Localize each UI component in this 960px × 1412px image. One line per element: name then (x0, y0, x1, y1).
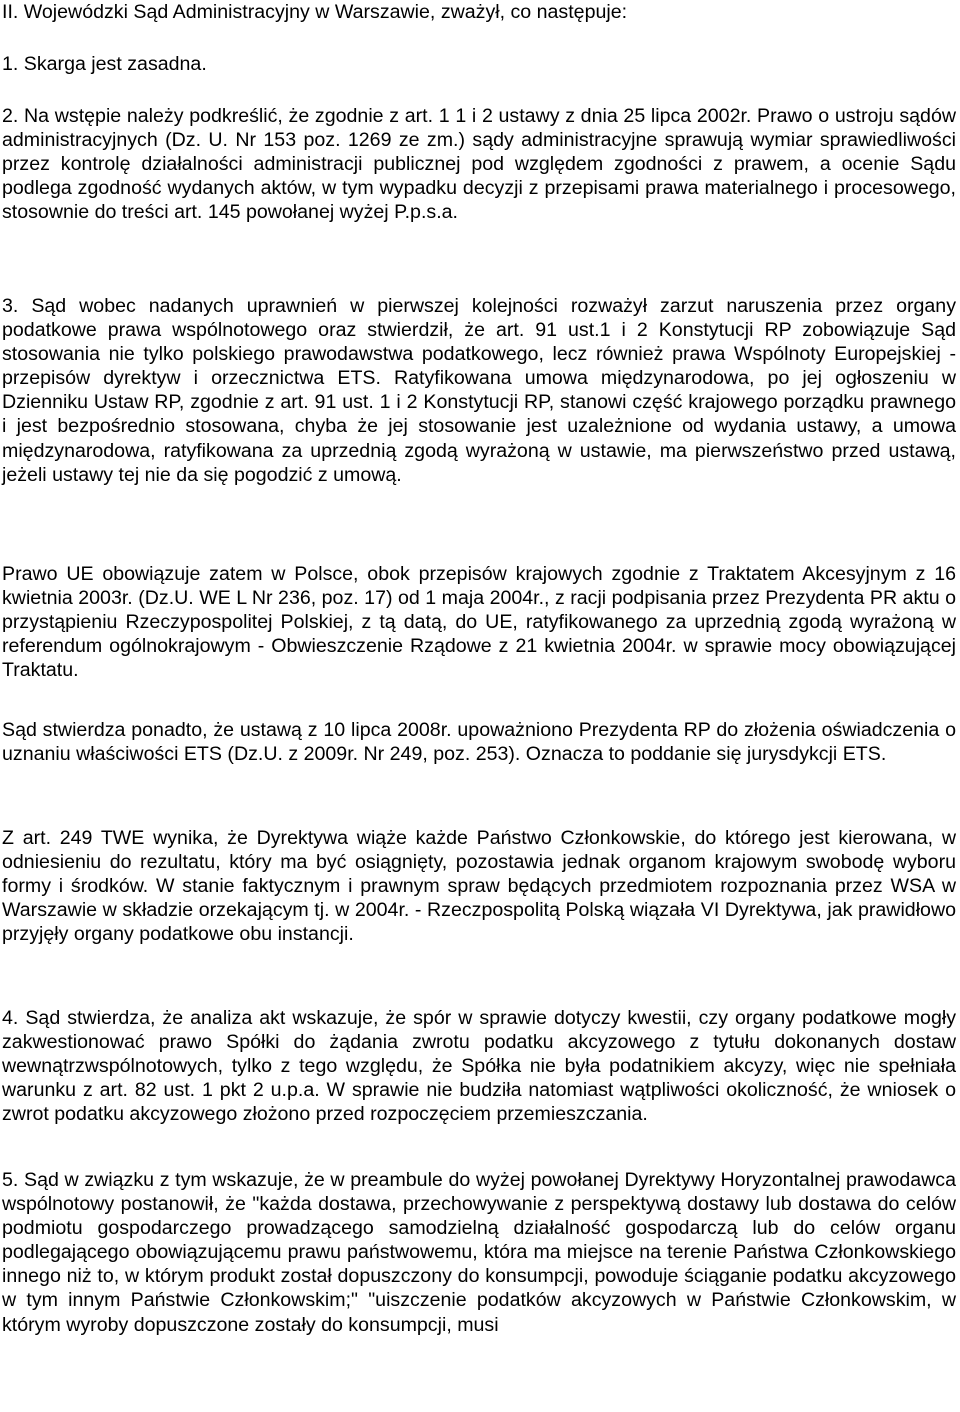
paragraph-twe-article: Z art. 249 TWE wynika, że Dyrektywa wiąże każde Państwo Członkowskie, do którego jest kierowana, w odniesieniu do rezultatu, który ma być osiągnięty, pozostawia jednak organom krajowym swobodę wyboru formy i środków. W stanie faktycznym i prawnym spraw będących przedmiotem rozpoznania przez WSA w Warszawie w składzie orzekającym tj. w 2004r. - Rzeczpospolitą Polską wiązała VI Dyrektywa, jak prawidłowo przyjęły organy podatkowe obu instancji. (2, 827, 956, 946)
section-heading: II. Wojewódzki Sąd Administracyjny w Warszawie, zważył, co następuje: (2, 1, 628, 23)
paragraph-point-3: 3. Sąd wobec nadanych uprawnień w pierwszej kolejności rozważył zarzut naruszenia przez organy podatkowe prawa wspólnotowego oraz stwierdził, że art. 91 ust.1 i 2 Konstytucji RP zobowiązuje Sąd stosowania nie tylko polskiego prawodawstwa podatkowego, lecz również prawa Wspólnoty Europejskiej - przepisów dyrektyw i orzecznictwa ETS. Ratyfikowana umowa międzynarodowa, po jej ogłoszeniu w Dzienniku Ustaw RP, zgodnie z art. 91 ust. 1 i 2 Konstytucji RP, stanowi część krajowego porządku prawnego i jest bezpośrednio stosowana, chyba że jej stosowanie jest uzależnione od wydania ustawy, a umowa międzynarodowa, ratyfikowana za uprzednią zgodą wyrażoną w ustawie, ma pierwszeństwo przed ustawą, jeżeli ustawy tej nie da się pogodzić z umową. (2, 295, 956, 486)
paragraph-court-finding: Sąd stwierdza ponadto, że ustawą z 10 lipca 2008r. upoważniono Prezydenta RP do złożenia oświadczenia o uznaniu właściwości ETS (Dz.U. z 2009r. Nr 249, poz. 253). Oznacza to poddanie się jurysdykcji ETS. (2, 719, 956, 766)
paragraph-point-1: 1. Skarga jest zasadna. (2, 53, 207, 75)
paragraph-point-5: 5. Sąd w związku z tym wskazuje, że w preambule do wyżej powołanej Dyrektywy Horyzontalnej prawodawca wspólnotowy postanowił, że "każda dostawa, przechowywanie z perspektywą dostawy lub dostawa do celów podmiotu gospodarczego prowadzącego samodzielną działalność gospodarczą lub do celów organu podlegającego obowiązującemu prawu państwowemu, która ma miejsce na terenie Państwa Członkowskiego innego niż to, w którym produkt został dopuszczony do konsumpcji, powoduje ściąganie podatku akcyzowego w tym innym Państwie Członkowskim;" "uiszczenie podatków akcyzowych w Państwie Członkowskim, w którym wyroby dopuszczone zostały do konsumpcji, musi (2, 1169, 956, 1336)
paragraph-point-4: 4. Sąd stwierdza, że analiza akt wskazuje, że spór w sprawie dotyczy kwestii, czy organy podatkowe mogły zakwestionować prawo Spółki do żądania zwrotu podatku akcyzowego z tytułu dokonanych dostaw wewnątrzwspólnotowych, tylko z tego względu, że Spółka nie była podatnikiem akcyzy, więc nie spełniała warunku z art. 82 ust. 1 pkt 2 u.p.a. W sprawie nie budziła natomiast wątpliwości okoliczność, że wniosek o zwrot podatku akcyzowego złożono przed rozpoczęciem przemieszczania. (2, 1007, 956, 1126)
paragraph-point-2: 2. Na wstępie należy podkreślić, że zgodnie z art. 1 1 i 2 ustawy z dnia 25 lipca 2002r. Prawo o ustroju sądów administracyjnych (Dz. U. Nr 153 poz. 1269 ze zm.) sądy administracyjne sprawują wymiar sprawiedliwości przez kontrolę działalności administracji publicznej pod względem zgodności z prawem, a ocenie Sądu podlega zgodność wydanych aktów, w tym wypadku decyzji z przepisami prawa materialnego i procesowego, stosownie do treści art. 145 powołanej wyżej P.p.s.a. (2, 105, 956, 224)
paragraph-eu-law: Prawo UE obowiązuje zatem w Polsce, obok przepisów krajowych zgodnie z Traktatem Akcesyjnym z 16 kwietnia 2003r. (Dz.U. WE L Nr 236, poz. 17) od 1 maja 2004r., z racji podpisania przez Prezydenta PR aktu o przystąpieniu Rzeczypospolitej Polskiej, z tą datą, do UE, ratyfikowanego za uprzednią zgodą wyrażoną w referendum ogólnokrajowym - Obwieszczenie Rządowe z 21 kwietnia 2004r. w sprawie mocy obowiązującej Traktatu. (2, 563, 956, 682)
